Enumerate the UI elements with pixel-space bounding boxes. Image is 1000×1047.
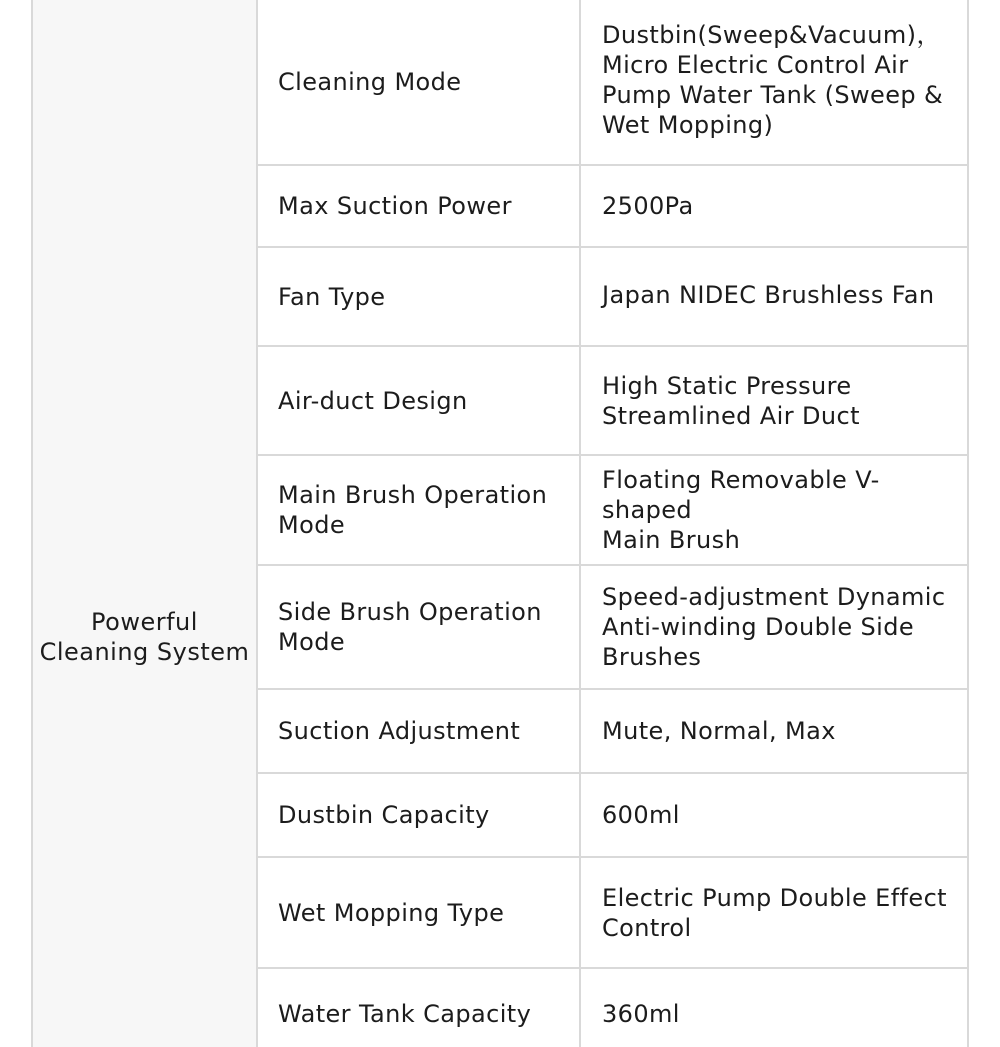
spec-value-text: Floating Removable V-shaped [602,466,880,524]
spec-value-text: Brushes [602,643,702,671]
spec-value-text: Main Brush [602,526,741,554]
spec-name-text: Air-duct Design [278,386,468,415]
category-label-line: Powerful [91,608,198,636]
spec-name-cell [258,566,581,688]
spec-value-cell [581,166,967,246]
spec-value-text: 360ml [602,1000,680,1028]
spec-name-cell [258,969,581,1047]
spec-value-cell [581,456,967,564]
spec-name-text: Dustbin Capacity [278,801,490,829]
spec-name-cell [258,858,581,967]
spec-row-side-brush-operation-mode [258,566,967,690]
category-cell [31,0,258,1047]
spec-value-text: Electric Pump Double Effect [602,883,947,912]
spec-row-air-duct-design [258,347,967,456]
spec-name-cell [258,347,581,454]
spec-value-text: Pump Water Tank (Sweep & [602,81,944,109]
spec-name-text: Cleaning Mode [278,68,462,96]
spec-row-wet-mopping-type [258,858,967,969]
spec-value-text: Mute, Normal, Max [602,717,836,745]
spec-row-dustbin-capacity [258,774,967,858]
spec-row-cleaning-mode [258,0,967,166]
spec-value-text: Wet Mopping) [602,111,774,139]
spec-name-text: Mode [278,628,345,656]
spec-value-text: Control [602,913,692,942]
spec-row-fan-type [258,248,967,347]
spec-name-text: Suction Adjustment [278,717,521,745]
spec-name-text: Water Tank Capacity [278,1000,532,1028]
spec-table [258,0,969,1047]
spec-value-cell [581,969,967,1047]
spec-name-text: Fan Type [278,282,386,311]
spec-value-cell [581,774,967,856]
spec-row-water-tank-capacity [258,969,967,1047]
spec-row-max-suction-power [258,166,967,248]
category-label-line: Cleaning System [39,638,250,666]
spec-value-cell [581,858,967,967]
spec-name-text: Max Suction Power [278,192,512,220]
spec-value-cell [581,690,967,772]
spec-name-cell [258,0,581,164]
spec-value-cell [581,347,967,454]
spec-row-suction-adjustment [258,690,967,774]
spec-value-text: Streamlined Air Duct [602,401,860,430]
spec-value-cell [581,248,967,345]
spec-value-text: Japan NIDEC Brushless Fan [602,281,935,309]
spec-name-cell [258,166,581,246]
spec-value-text: Micro Electric Control Air [602,51,909,79]
spec-value-cell [581,566,967,688]
spec-name-text: Side Brush Operation [278,598,542,626]
spec-name-cell [258,248,581,345]
spec-name-text: Wet Mopping Type [278,898,505,927]
category-label [33,607,256,667]
spec-value-text: Dustbin(Sweep&Vacuum)， [602,21,941,49]
spec-value-text: 600ml [602,801,680,829]
spec-row-main-brush-operation-mode [258,456,967,566]
spec-name-text: Mode [278,511,345,539]
spec-value-text: High Static Pressure [602,371,852,400]
spec-value-cell [581,0,967,164]
spec-name-cell [258,690,581,772]
spec-name-cell [258,774,581,856]
spec-name-cell [258,456,581,564]
spec-value-text: Speed-adjustment Dynamic [602,583,946,611]
spec-value-text: Anti-winding Double Side [602,613,915,641]
spec-value-text: 2500Pa [602,192,694,220]
spec-name-text: Main Brush Operation [278,481,548,509]
